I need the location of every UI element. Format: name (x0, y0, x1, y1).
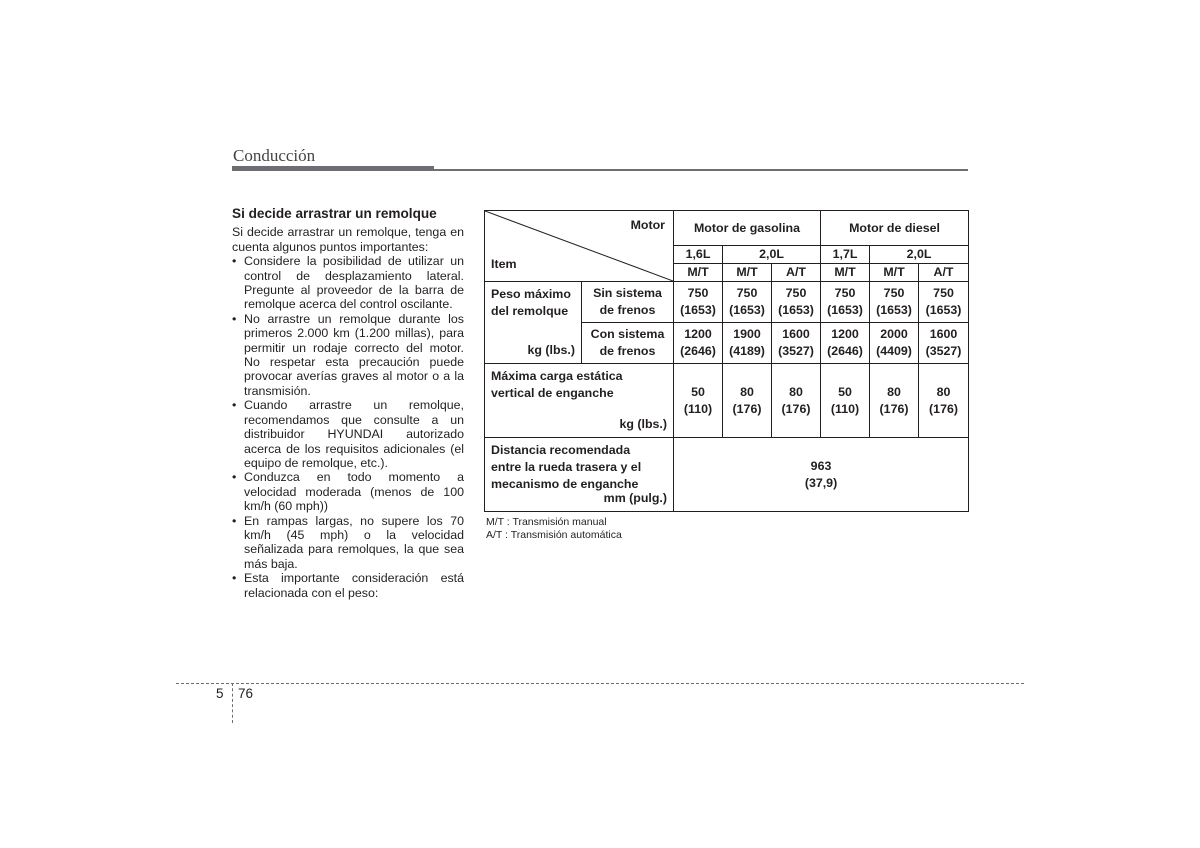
header-transmission: M/T (821, 264, 870, 282)
header-transmission: M/T (870, 264, 919, 282)
cell-value: 50 (691, 384, 705, 399)
advice-list (232, 254, 464, 600)
table-cell (821, 364, 870, 438)
table-cell (919, 323, 969, 364)
row-label-line: de frenos (599, 303, 656, 317)
table-cell (919, 364, 969, 438)
row-unit-label: kg (lbs.) (619, 417, 667, 431)
cell-value: (1653) (680, 303, 716, 317)
cell-value: (176) (781, 401, 811, 416)
table-footnotes (486, 516, 622, 541)
list-item: • Considere la posibilidad de utilizar un control de desplazamiento lateral. Pregunte al proveedor de la barra de remolque acerca del control oscilante. (232, 254, 464, 312)
corner-motor-label: Motor (630, 218, 665, 232)
cell-value: 750 (785, 286, 807, 300)
header-displacement: 2,0L (723, 246, 821, 264)
table-cell (919, 282, 969, 323)
table-cell (723, 282, 772, 323)
row-label-hitch-distance (485, 438, 674, 512)
row-label-without-brakes (582, 282, 674, 323)
row-label-with-brakes (582, 323, 674, 364)
cell-value: 750 (687, 286, 709, 300)
cell-value: 1600 (929, 327, 958, 341)
cell-value: (37,9) (804, 475, 838, 490)
table-cell (772, 323, 821, 364)
table-cell (674, 282, 723, 323)
table-cell (821, 282, 870, 323)
row-unit-label: mm (pulg.) (603, 491, 667, 505)
list-item: • No arrastre un remolque durante los primeros 2.000 km (1.200 millas), para permitir un rodaje correcto del motor. No respetar esta precaución puede provocar averías graves al motor o a la transmisión. (232, 312, 464, 398)
cell-value: (3527) (925, 344, 962, 358)
cell-value: (110) (830, 401, 860, 416)
table-cell (772, 282, 821, 323)
cell-value: 2000 (880, 327, 908, 341)
cell-value: (2646) (680, 344, 716, 358)
header-displacement: 1,6L (674, 246, 723, 264)
table-cell (870, 282, 919, 323)
list-item: • Cuando arrastre un remolque, recomendamos que consulte a un distribuidor HYUNDAI autorizado acerca de los requisitos adicionales (el equipo de remolque, etc.). (232, 398, 464, 470)
table-cell (821, 323, 870, 364)
towing-spec-table (484, 210, 969, 512)
section-number: 5 (216, 686, 224, 701)
table-cell (870, 364, 919, 438)
cell-value: (1653) (729, 303, 765, 317)
corner-item-label: Item (491, 257, 517, 271)
header-transmission: A/T (772, 264, 821, 282)
cell-value: (176) (879, 401, 909, 416)
table-corner-cell (485, 211, 674, 282)
cell-value: (3527) (778, 344, 814, 358)
cell-value: 750 (883, 286, 905, 300)
cell-value: (1653) (827, 303, 863, 317)
table-cell (674, 364, 723, 438)
table-row (485, 364, 969, 438)
cell-value: 50 (838, 384, 852, 399)
cell-value: (1653) (778, 303, 814, 317)
table-cell (723, 323, 772, 364)
cell-value: (110) (683, 401, 713, 416)
list-item: • En rampas largas, no supere los 70 km/h (45 mph) o la velocidad señalizada para remolques, la que sea más baja. (232, 514, 464, 572)
cell-value: (176) (929, 401, 958, 416)
row-label-line: del remolque (491, 304, 569, 318)
row-label-line: Máxima carga estática (491, 369, 623, 383)
towing-advice-column (232, 207, 464, 600)
cell-value: (1653) (876, 303, 912, 317)
header-transmission: M/T (674, 264, 723, 282)
row-label-line: Con sistema (590, 327, 665, 341)
cell-value: 1200 (684, 327, 712, 341)
footnote-at: A/T : Transmisión automática (486, 528, 622, 541)
page-header-title: Conducción (233, 146, 316, 165)
cell-value: 80 (740, 384, 754, 399)
row-label-line: vertical de enganche (491, 386, 614, 400)
header-gasoline-engine: Motor de gasolina (674, 211, 821, 246)
cell-value: 1200 (831, 327, 859, 341)
row-label-static-vertical-load (485, 364, 674, 438)
table-cell (674, 438, 969, 512)
table-row (485, 438, 969, 512)
header-displacement: 1,7L (821, 246, 870, 264)
cell-value: 750 (933, 286, 954, 300)
row-label-line: Peso máximo (491, 287, 571, 301)
table-cell (772, 364, 821, 438)
cell-value: 80 (789, 384, 803, 399)
row-label-line: Sin sistema (593, 286, 662, 300)
footnote-mt: M/T : Transmisión manual (486, 516, 607, 528)
list-item: • Conduzca en todo momento a velocidad moderada (menos de 100 km/h (60 mph)) (232, 470, 464, 513)
cell-value: (4189) (729, 344, 765, 358)
cell-value: 80 (936, 384, 951, 399)
header-transmission: M/T (723, 264, 772, 282)
cell-value: 80 (887, 384, 901, 399)
cell-value: (4409) (876, 344, 912, 358)
table-cell (870, 323, 919, 364)
cell-value: (176) (732, 401, 762, 416)
cell-value: 1900 (733, 327, 761, 341)
table-row (485, 282, 969, 323)
page-index: 76 (238, 686, 254, 701)
row-label-max-trailer-weight (485, 282, 582, 364)
row-unit-label: kg (lbs.) (527, 343, 575, 357)
header-transmission: A/T (919, 264, 969, 282)
table-cell (674, 323, 723, 364)
section-heading: Si decide arrastrar un remolque (232, 206, 437, 221)
cell-value: 963 (810, 458, 832, 473)
cell-value: (1653) (925, 303, 962, 317)
header-rule (232, 169, 968, 171)
intro-paragraph: Si decide arrastrar un remolque, tenga en cuenta algunos puntos importantes: (232, 225, 464, 254)
row-label-line: de frenos (599, 344, 656, 358)
row-label-line: entre la rueda trasera y el (491, 460, 642, 474)
header-diesel-engine: Motor de diesel (821, 211, 969, 246)
row-label-line: mecanismo de enganche (491, 477, 639, 491)
cell-value: 1600 (782, 327, 810, 341)
cell-value: (2646) (827, 344, 863, 358)
list-item: • Esta importante consideración está relacionada con el peso: (232, 571, 464, 600)
table-cell (723, 364, 772, 438)
footer-vertical-divider (232, 683, 233, 723)
cell-value: 750 (736, 286, 758, 300)
footer-divider (176, 683, 1024, 684)
row-label-line: Distancia recomendada (491, 443, 631, 457)
header-displacement: 2,0L (870, 246, 969, 264)
cell-value: 750 (834, 286, 856, 300)
